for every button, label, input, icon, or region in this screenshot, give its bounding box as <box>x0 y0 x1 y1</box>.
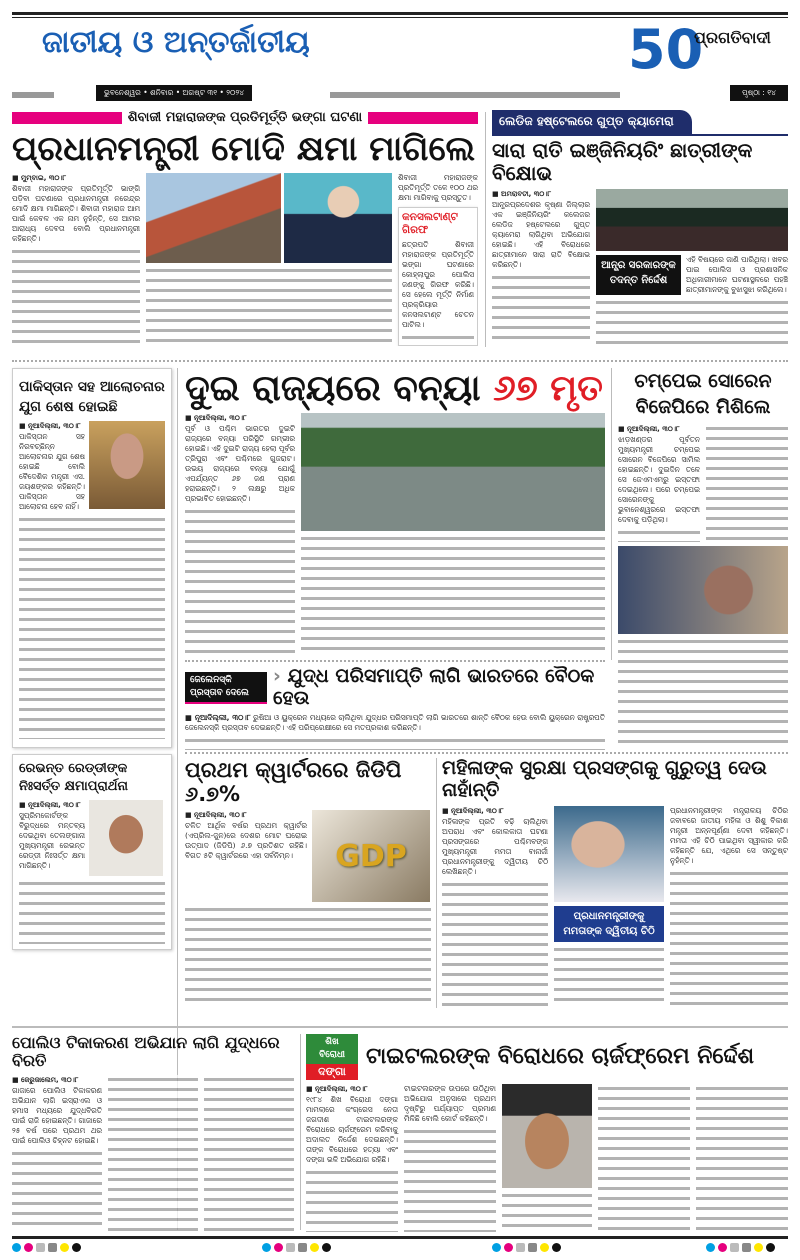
text-column <box>596 298 788 346</box>
text-column <box>618 637 788 750</box>
page-number: ପୃଷ୍ଠା : ୧୪ <box>730 85 788 101</box>
dateline-bar: ଭୁବନେଶ୍ୱର • ଶନିବାର • ଅଗଷ୍ଟ ୩୧ • ୨୦୨୪ <box>96 85 252 101</box>
champai-story <box>618 368 788 750</box>
color-registration-marks <box>12 1243 81 1252</box>
article-text: ପୂର୍ବ ଓ ପଶ୍ଚିମ ଭାରତର ଦୁଇଟି ରାଜ୍ୟରେ ବନ୍ୟା ପରିସ୍ଥିତି ଗମ୍ଭୀର ହୋଇଛି। ଏହି ଦୁଇଟି ରାଜ୍ୟ ହେଲା ପୂର୍ବର ତ୍ରିପୁରା ଏବଂ ପଶ୍ଚିମରେ ଗୁଜରାଟ। ଉଭୟ ରାଜ୍ୟରେ ବନ୍ୟା ଯୋଗୁଁ ଏପର୍ଯ୍ୟନ୍ତ ୬୭ ଜଣ ପ୍ରାଣ ହରାଇଛନ୍ତି। ୨ ଲକ୍ଷରୁ ଅଧିକ ପ୍ରଭାବିତ ହୋଇଛନ୍ତି। <box>185 424 295 504</box>
divider <box>436 758 437 1008</box>
text-column <box>204 1075 294 1232</box>
hostel-caption-box: ଆନ୍ଧ୍ର ସରକାରଙ୍କ ତଦନ୍ତ ନିର୍ଦ୍ଦେଶ <box>596 255 681 295</box>
hostel-story <box>492 110 788 346</box>
section-divider <box>185 660 605 662</box>
hostel-col-1 <box>492 189 590 346</box>
article-text: ଚଳିତ ଆର୍ଥିକ ବର୍ଷର ପ୍ରଥମ କ୍ୱାର୍ଟର (ଏପ୍ରିଲ-ଜୁନ)ରେ ଦେଶର ମୋଟ ଘରୋଇ ଉତ୍ପାଦ (ଜିଡିପି) ୬.୭ ପ୍ରତିଶତ ରହିଛି। ବିଗତ ୫ଟି କ୍ୱାର୍ଟରରେ ଏହା ସର୍ବନିମ୍ନ। <box>185 821 307 861</box>
headline-text: ଦୁଇ ରାଜ୍ୟରେ ବନ୍ୟା <box>185 368 481 409</box>
mamata-photo <box>554 806 664 902</box>
modi-body <box>12 173 140 244</box>
tag-line: ଶିଖ <box>325 1037 339 1047</box>
logo <box>628 20 788 84</box>
modi-story <box>12 110 478 346</box>
text-column <box>185 736 605 750</box>
modi-photo <box>284 173 392 263</box>
modi-headline: ପ୍ରଧାନମନ୍ତ୍ରୀ ମୋଦି କ୍ଷମା ମାଗିଲେ <box>12 128 476 169</box>
text-column <box>12 247 140 346</box>
revanth-box <box>12 754 172 950</box>
dateline: ■ ନୂଆଦିଲ୍ଲୀ, ୩୦।୮ <box>19 801 81 809</box>
text-column <box>492 273 590 346</box>
dateline: ■ ନୂଆଦିଲ୍ଲୀ, ୩୦।୮ <box>185 712 251 722</box>
pakistan-headline: ପାକିସ୍ତାନ ସହ ଆଲୋଚନାର ଯୁଗ ଶେଷ ହୋଇଛି <box>19 379 165 415</box>
text-column <box>185 905 431 1008</box>
text-column <box>306 1168 398 1232</box>
statue-site-photo <box>146 173 281 263</box>
ukraine-kicker: ଜେଲେନସ୍କି ପ୍ରସ୍ତାବ ଦେଲେ <box>185 672 267 704</box>
gdp-story <box>185 758 431 1008</box>
text-column <box>404 1127 496 1232</box>
flood-photo <box>301 413 605 531</box>
section-divider <box>12 360 788 362</box>
kicker-rule <box>492 110 788 136</box>
logo-text: ପ୍ରଗତିବାଦୀ <box>694 28 771 47</box>
section-title: ଜାତୀୟ ଓ ଅନ୍ତର୍ଜାତୀୟ <box>42 25 310 60</box>
text-column <box>402 333 474 342</box>
protest-photo <box>596 189 788 251</box>
mamata-body <box>442 806 548 877</box>
hostel-headline: ସାରା ରାତି ଇଞ୍ଜିନିୟରିଂ ଛାତ୍ରୀଙ୍କ ବିକ୍ଷୋଭ <box>492 137 753 185</box>
dateline: ■ ନୂଆଦିଲ୍ଲୀ, ୩୦।୮ <box>442 806 504 815</box>
bottom-rule <box>12 1236 788 1239</box>
dateline: ■ ମୁମ୍ବାଇ, ୩୦।୮ <box>12 173 67 182</box>
ukraine-story <box>185 666 605 750</box>
mamata-headline: ମହିଳାଙ୍କ ସୁରକ୍ଷା ପ୍ରସଙ୍ଗକୁ ଗୁରୁତ୍ୱ ଦେଉ ନାହାଁନ୍ତି <box>442 758 767 801</box>
mamata-caption-box: ପ୍ରଧାନମନ୍ତ୍ରୀଙ୍କୁ ମମତାଙ୍କ ଦ୍ୱିତୀୟ ଚିଠି <box>554 906 664 942</box>
mamata-body-2: ପ୍ରଧାନମନ୍ତ୍ରୀଙ୍କ ମନ୍ତ୍ରାଳୟ ଚିଠିର ଜବାବରେ ଜାତୀୟ ମହିଳା ଓ ଶିଶୁ ବିକାଶ ମନ୍ତ୍ରୀ ଅନ୍ନପୂର୍ଣ୍ଣା ଦେବୀ କହିଛନ୍ତି। ମମତା ଏହି ଚିଠି ପାଇଥିବା ସ୍ୱୀକାର କରି କହିଛନ୍ତି ଯେ, ଏଥିରେ ସେ ସନ୍ତୁଷ୍ଟ ନୁହଁନ୍ତି। <box>670 805 788 865</box>
modi-col-1 <box>12 173 140 346</box>
headline-text: ଯୁଦ୍ଧ ପରିସମାପ୍ତି ଲାଗି ଭାରତରେ ବୈଠକ ହେଉ <box>273 666 595 709</box>
jaishankar-photo <box>89 421 165 509</box>
pakistan-box <box>12 368 172 748</box>
tytler-headline: ଟାଇଟଲରଙ୍କ ବିରୋଧରେ ଚାର୍ଜଫ୍ରେମ ନିର୍ଦ୍ଦେଶ <box>366 1044 755 1070</box>
dateline: ■ ନୂଆଦିଲ୍ଲୀ, ୩୦।୮ <box>185 811 247 820</box>
dateline: ■ ନୂଆଦିଲ୍ଲୀ, ୩୦।୮ <box>618 425 680 433</box>
polio-body <box>12 1075 102 1146</box>
article-text: ରୁଷିଆ ଓ ୟୁକ୍ରେନ ମଧ୍ୟରେ ଚାଲିଥିବା ଯୁଦ୍ଧର ପରିସମାପ୍ତି ଲାଗି ଭାରତରେ ଶାନ୍ତି ବୈଠକ ହେଉ ବୋଲି ୟୁକ୍ରେନ ରାଷ୍ଟ୍ରପତି ଜେଲେନସ୍କି ପ୍ରସ୍ତାବ ଦେଇଛନ୍ତି। ଏହି ପରିପ୍ରେକ୍ଷୀରେ ସେ ମତପ୍ରକାଶ କରିଛନ୍ତି। <box>185 712 605 732</box>
flood-headline <box>185 368 605 409</box>
gdp-photo <box>312 810 430 902</box>
divider <box>611 368 612 660</box>
text-column <box>442 880 548 1008</box>
article-text: ପାକିସ୍ତାନ ସହ ନିରବଚ୍ଛିନ୍ନ ଆଲୋଚନାର ଯୁଗ ଶେଷ ହୋଇଛି ବୋଲି ବୈଦେଶିକ ମନ୍ତ୍ରୀ ଏସ. ଜୟଶଙ୍କର କହିଛନ୍ତି। ପାକିସ୍ତାନ ସହ ଆଲୋଚନା ହେବ ନାହିଁ। <box>19 432 85 511</box>
header-bar <box>12 92 54 98</box>
hostel-kicker: ଲେଡିଜ ହଷ୍ଟେଲରେ ଗୁପ୍ତ କ୍ୟାମେରା <box>492 110 692 134</box>
polio-headline: ପୋଲିଓ ଟିକାକରଣ ଅଭିଯାନ ଲାଗି ଯୁଦ୍ଧରେ ବିରତି <box>12 1034 280 1071</box>
flood-body <box>185 413 295 504</box>
top-rule <box>12 12 788 15</box>
death-toll: ୬୭ ମୃତ <box>493 368 603 409</box>
modi-col-2 <box>146 173 392 346</box>
text-column <box>696 1084 788 1232</box>
revanth-headline: ରେଭନ୍ତ ରେଡ୍ଡୀଙ୍କ ନିଃସର୍ତ୍ତ କ୍ଷମାପ୍ରାର୍ଥନା <box>19 761 128 794</box>
section-divider <box>185 752 788 754</box>
gdp-image-text: GDP <box>335 838 407 874</box>
pakistan-body <box>19 421 85 512</box>
dateline: ■ ଅମରାବତୀ, ୩୦।୮ <box>492 189 552 198</box>
article-text: ସୁପ୍ରିମକୋର୍ଟଙ୍କ ବିରୁଦ୍ଧରେ ମନ୍ତବ୍ୟ ଦେଇଥିବା ତେଲଙ୍ଗାନା ମୁଖ୍ୟମନ୍ତ୍ରୀ ରେଭନ୍ତ ରେଡ୍ଡୀ ନିଃସର୍ତ୍ତ କ୍ଷମା ମାଗିଛନ୍ତି। <box>19 811 85 870</box>
dateline: ■ ଜେରୁଜାଲେମ, ୩୦।୮ <box>12 1075 79 1084</box>
divider <box>485 112 486 347</box>
flood-col-1 <box>185 413 295 656</box>
modi-kicker-row <box>12 110 478 127</box>
logo-50-mark: 50 <box>628 18 704 81</box>
dateline: ■ ନୂଆଦିଲ୍ଲୀ, ୩୦।୮ <box>306 1085 368 1093</box>
gdp-body <box>185 810 307 902</box>
kicker-bar <box>368 112 478 124</box>
article-text: ଗାଜାରେ ପୋଲିଓ ଟିକାକରଣ ଅଭିଯାନ ଲାଗି ଇସ୍ରାଏଲ ଓ ହମାସ ମଧ୍ୟରେ ଯୁଦ୍ଧବିରତି ପାଇଁ ରାଜି ହୋଇଛନ୍ତି। ଗାଜାରେ ୨୫ ବର୍ଷ ପରେ ପ୍ରଥମ ଥର ପାଇଁ ପୋଲିଓ ଚିହ୍ନଟ ହୋଇଛି। <box>12 1085 102 1145</box>
hostel-col-2 <box>596 189 788 346</box>
ukraine-body <box>185 713 605 733</box>
kicker-bar <box>12 112 122 124</box>
chevron-icon: › <box>273 666 281 687</box>
hostel-body <box>492 189 590 270</box>
box-title: କନସଲଟାଣ୍ଟ ଗିରଫ <box>402 210 458 237</box>
article-text: ଶିବାଜୀ ମହାରାଜଙ୍କ ପ୍ରତିମୂର୍ତ୍ତି ଭାଙ୍ଗି ପଡ଼ିବା ଘଟଣାରେ ପ୍ରଧାନମନ୍ତ୍ରୀ ନରେନ୍ଦ୍ର ମୋଦି କ୍ଷମା ମାଗିଛନ୍ତି। ଶିବାଜୀ ମହାରାଜ ଆମ ପାଇଁ କେବଳ ଏକ ନାମ ନୁହଁନ୍ତି, ସେ ଆମର ଆରାଧ୍ୟ ଦେବତା ବୋଲି ପ୍ରଧାନମନ୍ତ୍ରୀ କହିଛନ୍ତି। <box>12 183 140 243</box>
divider <box>300 1034 301 1230</box>
text-column <box>146 266 392 346</box>
text-column <box>19 879 165 944</box>
color-registration-marks <box>492 1243 561 1252</box>
revanth-photo <box>89 800 163 876</box>
ukraine-headline <box>273 666 605 710</box>
article-text: ଝାଡ଼ଖଣ୍ଡର ପୂର୍ବତନ ମୁଖ୍ୟମନ୍ତ୍ରୀ ଚମ୍ପେଇ ସୋରେନ ବିଜେପିରେ ସାମିଲ ହୋଇଛନ୍ତି। ଦୁଇଦିନ ତଳେ ସେ ଜେଏମଏମରୁ ଇସ୍ତଫା ଦେଇଥିଲେ। ପରେ ଚମ୍ପେଇ ସୋରେନଙ୍କୁ ଭୁବାନେଶ୍ୱରରେ ଇସ୍ତଫା ଦେବାକୁ ପଡ଼ିଥିଲା। <box>618 435 700 524</box>
text-column <box>502 1191 592 1232</box>
modi-kicker: ଶିବାଜୀ ମହାରାଜଙ୍କ ପ୍ରତିମୂର୍ତ୍ତି ଭଙ୍ଗା ଘଟଣା <box>127 110 363 125</box>
tag-line: ଦଙ୍ଗା <box>306 1064 358 1080</box>
sikh-riots-tag <box>306 1034 358 1080</box>
champai-headline: ଚମ୍ପେଇ ସୋରେନ ବିଜେପିରେ ମିଶିଲେ <box>634 370 772 418</box>
header-bar <box>330 92 620 98</box>
champai-photo <box>618 546 788 634</box>
dateline: ■ ନୂଆଦିଲ୍ଲୀ, ୩୦।୮ <box>19 422 81 430</box>
color-registration-marks <box>706 1243 775 1252</box>
polio-story <box>12 1034 296 1232</box>
color-registration-marks <box>262 1243 331 1252</box>
article-text: ମହିଳାଙ୍କ ପ୍ରତି ବଢ଼ି ଚାଲିଥିବା ଅପରାଧ ଏବଂ କୋଲକାତା ଘଟଣା ପ୍ରସଙ୍ଗରେ ପଶ୍ଚିମବଙ୍ଗ ମୁଖ୍ୟମନ୍ତ୍ରୀ ମମତା ବାନାର୍ଜୀ ପ୍ରଧାନମନ୍ତ୍ରୀଙ୍କୁ ଦ୍ୱିତୀୟ ଚିଠି ଲେଖିଛନ୍ତି। <box>442 816 548 876</box>
tag-line: ବିରୋଧୀ <box>319 1050 345 1060</box>
tytler-story <box>306 1034 788 1232</box>
section-divider <box>12 1026 788 1028</box>
text-column <box>554 945 664 1008</box>
dateline: ■ ନୂଆଦିଲ୍ଲୀ, ୩୦।୮ <box>185 414 247 423</box>
text-column <box>185 507 295 656</box>
text-column <box>301 534 605 656</box>
tytler-body <box>306 1084 398 1165</box>
text-column <box>108 1075 198 1232</box>
consultant-arrest-box <box>398 207 478 346</box>
text-column <box>706 424 788 542</box>
flood-story <box>185 368 605 656</box>
tytler-photo <box>502 1084 592 1188</box>
gdp-headline: ପ୍ରଥମ କ୍ୱାର୍ଟରରେ ଜିଡିପି ୬.୭% <box>185 758 402 807</box>
text-column <box>19 515 165 739</box>
tytler-body-2: ଟାଇଟଲରଙ୍କ ଉପରେ ଉଠିଥିବା ଅଭିଯୋଗ ଅନୁସାରେ ପ୍ରଥମ ଦୃଷ୍ଟିରୁ ପର୍ଯ୍ୟାପ୍ତ ପ୍ରମାଣ ମିଳିଛି ବୋଲି କୋର୍ଟ କହିଛନ୍ତି। <box>404 1084 496 1123</box>
text-column <box>618 528 700 542</box>
text-column <box>670 869 788 1008</box>
box-text: ଛତ୍ରପତି ଶିବାଜୀ ମହାରାଜଙ୍କ ପ୍ରତିମୂର୍ତ୍ତି ଭଙ୍ଗା ଘଟଣାରେ କୋହ୍ଲାପୁର ପୋଲିସ ଜଣଙ୍କୁ ଗିରଫ କରିଛି। ସେ ହେଲେ ମୂର୍ତ୍ତି ନିର୍ମାଣ ପ୍ରକ୍ରିୟାର କନସଲଟାଣ୍ଟ ଚେତନ ପାଟିଲ। <box>402 240 474 330</box>
text-column <box>598 1084 690 1232</box>
text-column <box>12 1149 102 1232</box>
revanth-body <box>19 800 85 876</box>
champai-body <box>618 424 700 525</box>
photo-caption: ଶିବାଜୀ ମହାରାଜଙ୍କ ପ୍ରତିମୂର୍ତ୍ତି ତଳେ ୧୦୦ ଥର କ୍ଷମା ମାଗିବାକୁ ପ୍ରସ୍ତୁତ। <box>398 172 478 202</box>
mamata-story <box>442 758 788 1008</box>
hostel-body-2: ଏହି ବିଷୟରେ ଜାଣି ପାରିଥିଲା। ଖବର ପାଇ ପୋଲିସ ଓ ପ୍ରଶାସନିକ ଅଧିକାରୀମାନେ ଘଟଣାସ୍ଥଳରେ ପହଞ୍ଚି ଛାତ୍ରୀମାନଙ୍କୁ ବୁଝାସୁଝା କରିଥିଲେ। <box>686 254 788 294</box>
article-text: ୧୯୮୪ ଶିଖ ବିରୋଧୀ ଦଙ୍ଗା ମାମଲାରେ କଂଗ୍ରେସ ନେତା ଜଗଦୀଶ ଟାଇଟଲରଙ୍କ ବିରୋଧରେ ଚାର୍ଜଫ୍ରେମ କରିବାକୁ ଅଦାଲତ ନିର୍ଦ୍ଦେଶ ଦେଇଛନ୍ତି। ତାଙ୍କ ବିରୋଧରେ ହତ୍ୟା ଏବଂ ଦଙ୍ଗା ଭଳି ଅଭିଯୋଗ ରହିଛି। <box>306 1095 398 1164</box>
modi-col-3 <box>398 173 478 346</box>
flood-col-2 <box>301 413 605 656</box>
article-text: ଆନ୍ଧ୍ରପ୍ରଦେଶର କୃଷ୍ଣା ଜିଲ୍ଲାର ଏକ ଇଞ୍ଜିନିୟରିଂ କଲେଜର ଲେଡିଜ ହଷ୍ଟେଲରେ ଗୁପ୍ତ କ୍ୟାମେରା ଲାଗିଥିବା ଅଭିଯୋଗ ହୋଇଛି। ଏହି ବିରୋଧରେ ଛାତ୍ରୀମାନେ ସାରା ରାତି ବିକ୍ଷୋଭ କରିଛନ୍ତି। <box>492 199 590 269</box>
